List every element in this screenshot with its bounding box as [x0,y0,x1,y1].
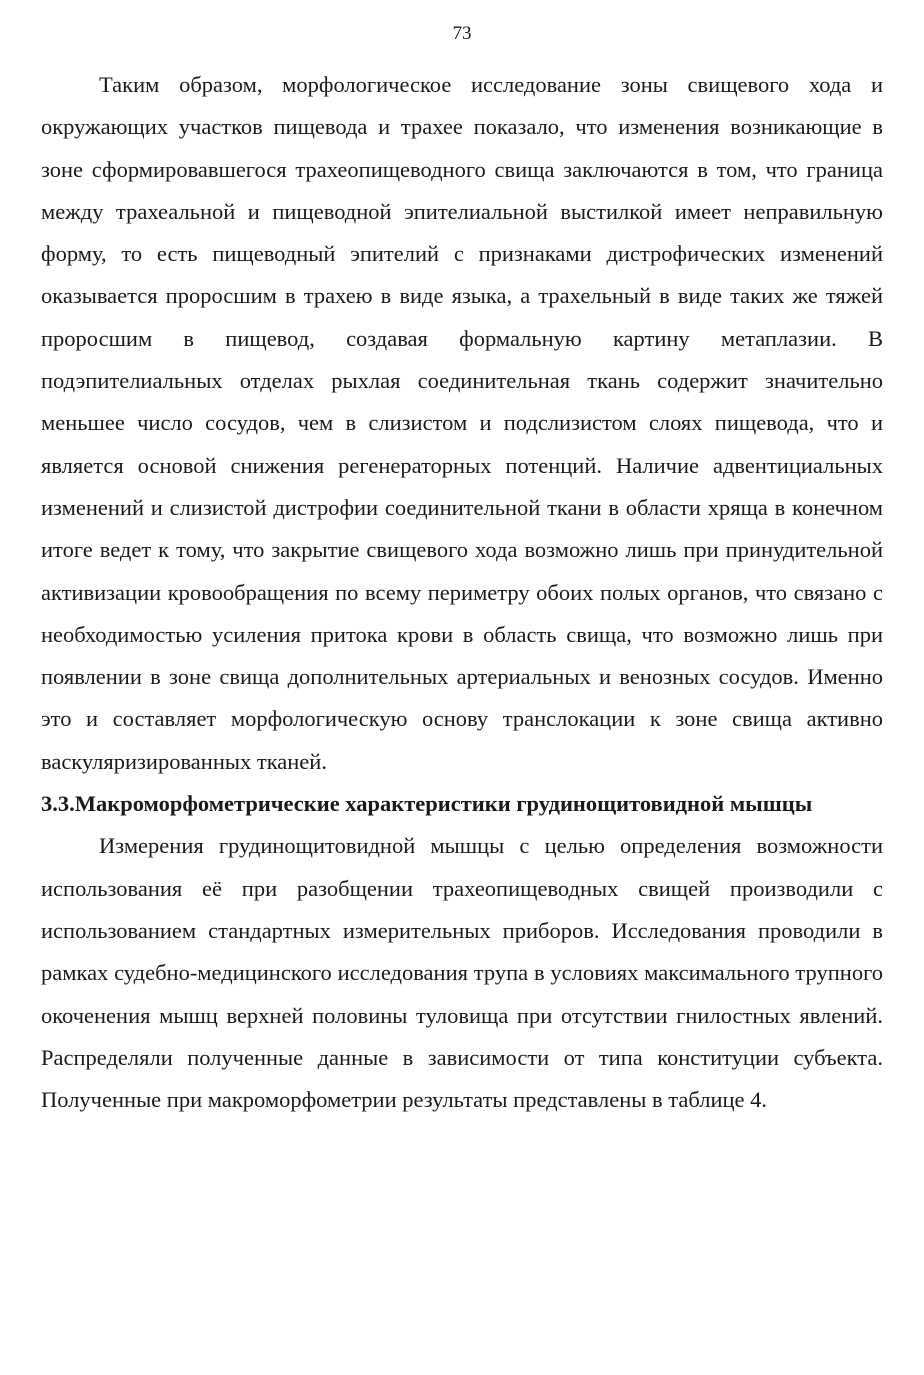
paragraph-morphology-conclusion: Таким образом, морфологическое исследование зоны свищевого хода и окружающих участков пищевода и трахее показало, что изменения возникающие в зоне сформировавшегося трахеопищеводного свища заключаются в том, что граница между трахеальной и пищеводной эпителиальной выстилкой имеет неправильную форму, то есть пищеводный эпителий с признаками дистрофических изменений оказывается проросшим в трахею в виде языка, а трахельный в виде таких же тяжей проросшим в пищевод, создавая формальную картину метаплазии. В подэпителиальных отделах рыхлая соединительная ткань содержит значительно меньшее число сосудов, чем в слизистом и подслизистом слоях пищевода, что и является основой снижения регенераторных потенций. Наличие адвентициальных изменений и слизистой дистрофии соединительной ткани в области хряща в конечном итоге ведет к тому, что закрытие свищевого хода возможно лишь при принудительной активизации кровообращения по всему периметру обоих полых органов, что связано с необходимостью усиления притока крови в область свища, что возможно лишь при появлении в зоне свища дополнительных артериальных и венозных сосудов. Именно это и составляет морфологическую основу транслокации к зоне свища активно васкуляризированных тканей. [41,72,883,774]
page-number: 73 [452,23,472,44]
section-heading: 3.3.Макроморфометрические характеристики грудинощитовидной мышцы [41,791,813,817]
paragraph-muscle-measurement: Измерения грудинощитовидной мышцы с целью определения возможности использования её при разобщении трахеопищеводных свищей производили с использованием стандартных измерительных приборов. Исследования проводили в рамках судебно-медицинского исследования трупа в условиях максимального трупного окоченения мышц верхней половины туловища при отсутствии гнилостных явлений. Распределяли полученные данные в зависимости от типа конституции субъекта. Полученные при макроморфометрии результаты представлены в таблице 4. [41,833,883,1113]
body-text [41,64,883,1121]
